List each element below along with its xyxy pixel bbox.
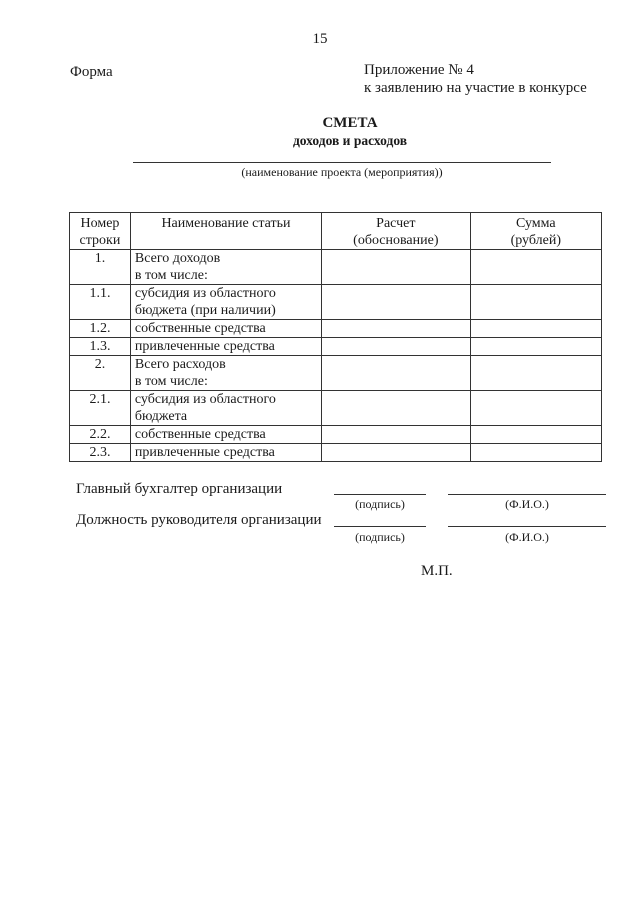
head-name-caption: (Ф.И.О.) xyxy=(505,530,549,544)
amount-cell[interactable] xyxy=(470,391,601,426)
budget-table xyxy=(69,212,602,462)
project-name-line xyxy=(133,162,551,163)
calculation-cell[interactable] xyxy=(322,444,471,462)
stamp-place-label: М.П. xyxy=(421,563,453,579)
appendix-number: Приложение № 4 xyxy=(364,62,474,78)
calculation-cell[interactable] xyxy=(322,338,471,356)
calculation-cell[interactable] xyxy=(322,320,471,338)
row-number: 1.1. xyxy=(70,285,131,320)
document-title: СМЕТА xyxy=(322,115,378,131)
header-calculation: Расчет (обоснование) xyxy=(322,213,471,250)
header-item-name: Наименование статьи xyxy=(130,213,321,250)
chief-accountant-signature-caption: (подпись) xyxy=(355,497,405,511)
head-signature-line[interactable] xyxy=(334,526,426,527)
row-number: 2.2. xyxy=(70,426,131,444)
table-row xyxy=(70,250,602,285)
amount-cell[interactable] xyxy=(470,356,601,391)
row-name: Всего расходов в том числе: xyxy=(130,356,321,391)
amount-cell[interactable] xyxy=(470,250,601,285)
table-header-row xyxy=(70,213,602,250)
appendix-description: к заявлению на участие в конкурсе xyxy=(364,80,587,96)
table-row xyxy=(70,444,602,462)
chief-accountant-name-line[interactable] xyxy=(448,494,606,495)
head-signature-caption: (подпись) xyxy=(355,530,405,544)
row-name: собственные средства xyxy=(130,426,321,444)
row-number: 2.1. xyxy=(70,391,131,426)
document-subtitle: доходов и расходов xyxy=(292,133,408,148)
row-name: привлеченные средства xyxy=(130,444,321,462)
table-row xyxy=(70,426,602,444)
page-number: 15 xyxy=(312,31,328,47)
table-row xyxy=(70,285,602,320)
row-name: Всего доходов в том числе: xyxy=(130,250,321,285)
form-label: Форма xyxy=(70,64,113,80)
table-row xyxy=(70,320,602,338)
table-row xyxy=(70,356,602,391)
amount-cell[interactable] xyxy=(470,285,601,320)
row-number: 1.2. xyxy=(70,320,131,338)
calculation-cell[interactable] xyxy=(322,250,471,285)
row-name: привлеченные средства xyxy=(130,338,321,356)
row-number: 1. xyxy=(70,250,131,285)
row-number: 1.3. xyxy=(70,338,131,356)
amount-cell[interactable] xyxy=(470,320,601,338)
header-amount: Сумма (рублей) xyxy=(470,213,601,250)
table-row xyxy=(70,391,602,426)
row-name: собственные средства xyxy=(130,320,321,338)
table-row xyxy=(70,338,602,356)
calculation-cell[interactable] xyxy=(322,426,471,444)
header-row-number: Номер строки xyxy=(70,213,131,250)
calculation-cell[interactable] xyxy=(322,356,471,391)
chief-accountant-signature-line[interactable] xyxy=(334,494,426,495)
calculation-cell[interactable] xyxy=(322,285,471,320)
chief-accountant-label: Главный бухгалтер организации xyxy=(76,481,283,497)
project-name-caption: (наименование проекта (мероприятия)) xyxy=(241,165,443,179)
head-name-line[interactable] xyxy=(448,526,606,527)
amount-cell[interactable] xyxy=(470,338,601,356)
row-name: субсидия из областного бюджета xyxy=(130,391,321,426)
row-number: 2.3. xyxy=(70,444,131,462)
chief-accountant-name-caption: (Ф.И.О.) xyxy=(505,497,549,511)
calculation-cell[interactable] xyxy=(322,391,471,426)
row-number: 2. xyxy=(70,356,131,391)
row-name: субсидия из областного бюджета (при наличии) xyxy=(130,285,321,320)
head-position-label: Должность руководителя организации xyxy=(76,512,322,528)
amount-cell[interactable] xyxy=(470,444,601,462)
amount-cell[interactable] xyxy=(470,426,601,444)
